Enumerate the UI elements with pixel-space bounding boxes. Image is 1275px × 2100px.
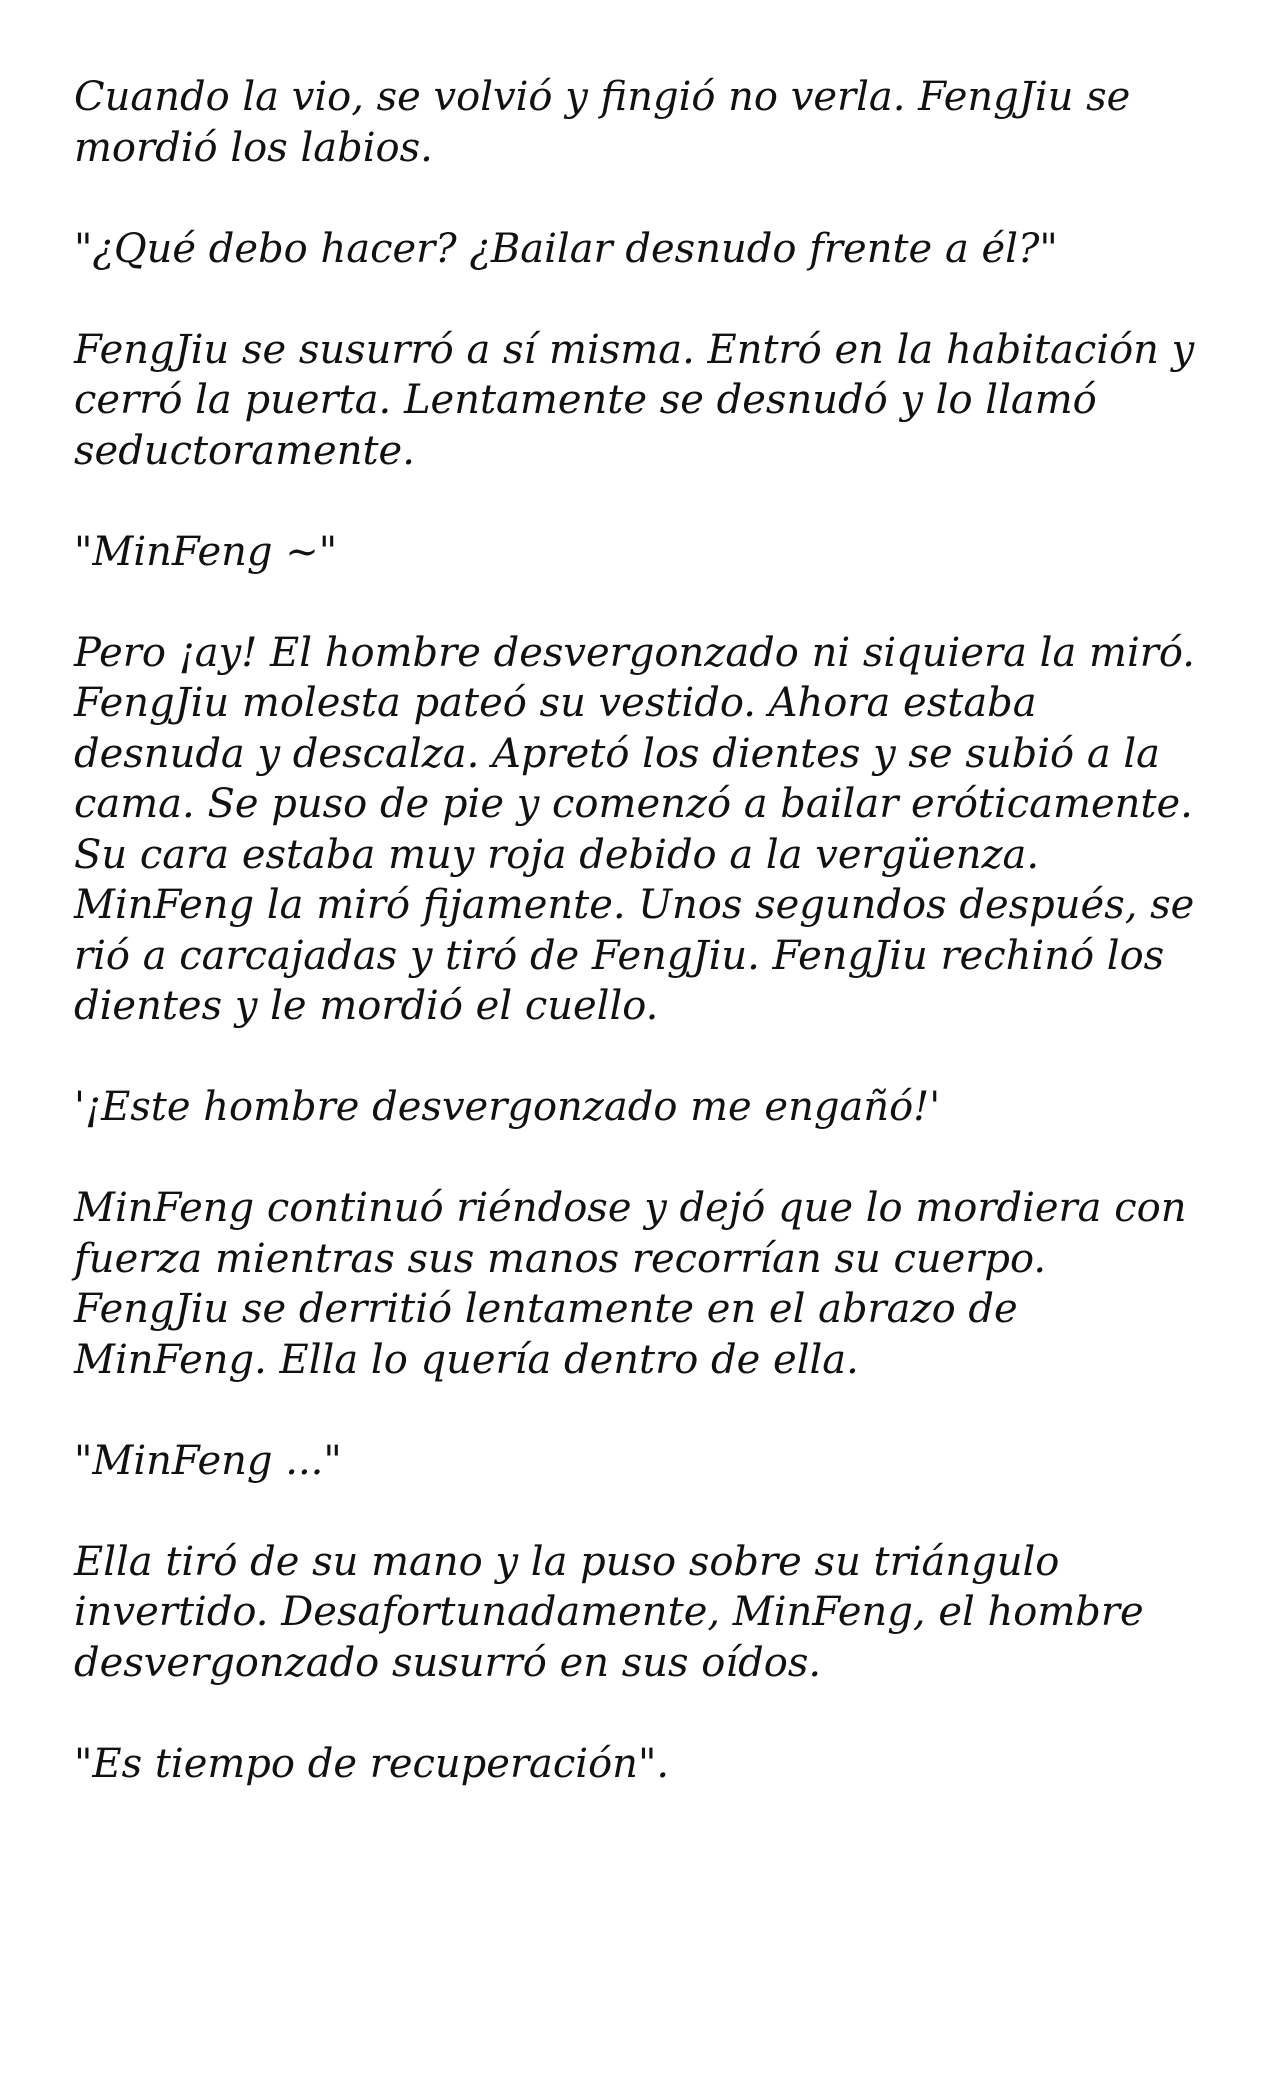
document-body — [74, 72, 1214, 1840]
paragraph-4: "MinFeng ~" — [74, 528, 338, 575]
paragraph-1: Cuando la vio, se volvió y fingió no verla. FengJiu se mordió los labios. — [74, 74, 1131, 171]
paragraph-3: FengJiu se susurró a sí misma. Entró en la habitación y cerró la puerta. Lentamente se desnudó y lo llamó seductoramente. — [74, 326, 1195, 474]
paragraph-2: "¿Qué debo hacer? ¿Bailar desnudo frente a él?" — [74, 225, 1058, 272]
paragraph-7: MinFeng continuó riéndose y dejó que lo mordiera con fuerza mientras sus manos recorrían su cuerpo. FengJiu se derritió lentamente en el abrazo de MinFeng. Ella lo quería dentro de ella. — [74, 1185, 1187, 1383]
paragraph-5: Pero ¡ay! El hombre desvergonzado ni siquiera la miró. FengJiu molesta pateó su vestido. Ahora estaba desnuda y descalza. Apretó los dientes y se subió a la cama. Se puso de pie y comenzó a bailar eróticamente. Su cara estaba muy roja debido a la vergüenza. MinFeng la miró fijamente. Unos segundos después, se rió a carcajadas y tiró de FengJiu. FengJiu rechinó los dientes y le mordió el cuello. — [74, 629, 1195, 1029]
paragraph-6: '¡Este hombre desvergonzado me engañó!' — [74, 1084, 941, 1130]
paragraph-9: Ella tiró de su mano y la puso sobre su triángulo invertido. Desafortunadamente, MinFeng, el hombre desvergonzado susurró en sus oídos. — [74, 1538, 1144, 1686]
paragraph-8: "MinFeng ..." — [74, 1437, 342, 1484]
paragraph-10: "Es tiempo de recuperación". — [74, 1740, 670, 1787]
